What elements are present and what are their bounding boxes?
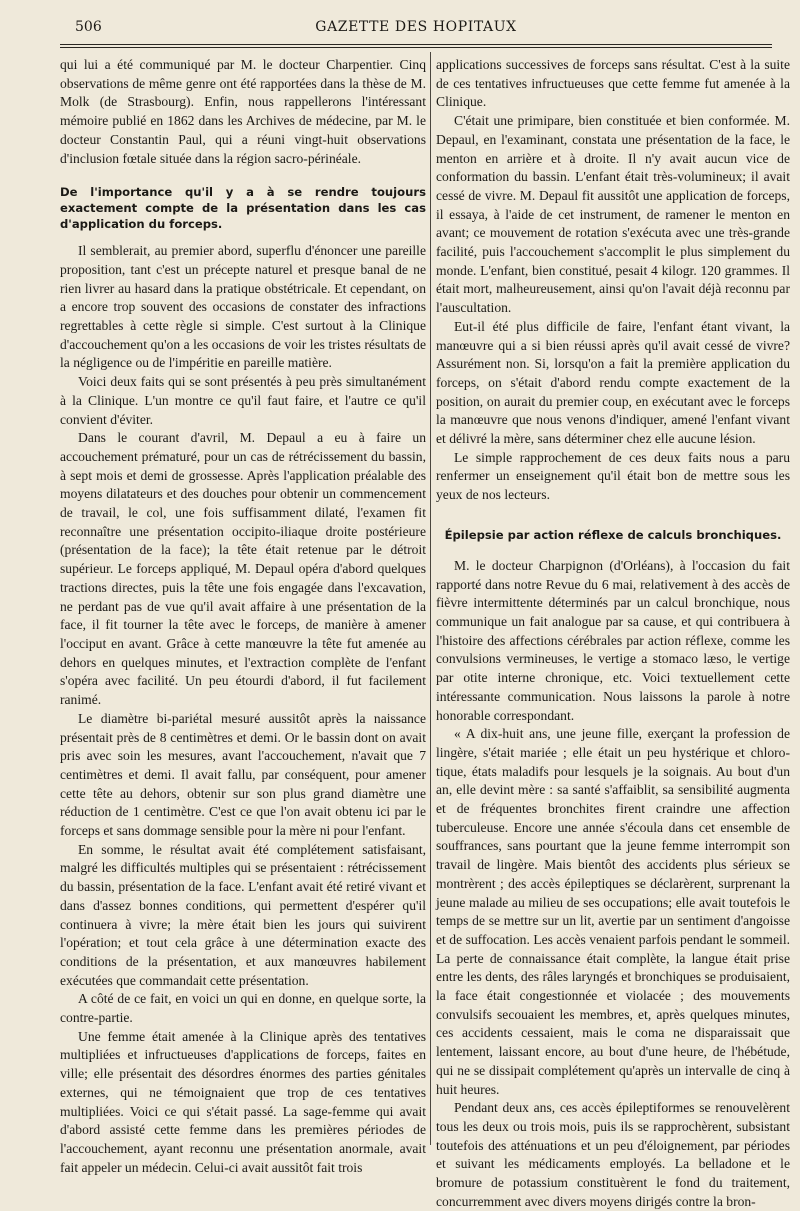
left-column (60, 56, 426, 1175)
paragraph: Pendant deux ans, ces accès épileptiformes se renouvelèrent tous les deux ou trois mois, puis ils se rapprochèrent, subsistant toutefois des atténuations et un peu d'éloignement, par périodes et suivant les médicaments employés. La belladone et le bromure de potassium constituèrent le fond du traitement, concurremment avec divers moyens dirigés contre la bron- (436, 1100, 790, 1209)
right-column (436, 56, 790, 1209)
continued-paragraph: applications successives de forceps sans résultat. C'est à la suite de ces tentatives infructueuses que cette femme fut amenée à la Clinique. (436, 57, 790, 110)
paragraph: Voici deux faits qui se sont présentés à peu près simultanément à la Clinique. L'un montre ce qu'il faut faire, et l'autre ce qu'il convient d'éviter. (60, 374, 426, 427)
page-header (60, 14, 772, 40)
journal-title: GAZETTE DES HOPITAUX (315, 19, 517, 35)
continued-paragraph: qui lui a été communiqué par M. le docteur Charpentier. Cinq observations de même genre ont été rapportées dans la thèse de M. Molk (de Strasbourg). Enfin, nous rappellerons l'intéressant mémoire publié en 1862 dans les Archives de médecine, par M. le docteur Constantin Paul, qui a réuni vingt-huit observations d'inclusion fœtale située dans la région sacro-périnéale. (60, 57, 426, 166)
section-heading-epilepsie: Épilepsie par action réflexe de calculs bronchiques. (444, 527, 782, 542)
header-rule (60, 44, 772, 45)
page-number: 506 (75, 19, 102, 35)
paragraph: Une femme était amenée à la Clinique après des tentatives multipliées et infructueuses d'applications de forceps, faites en ville; elle présentait des désordres énormes des parties génitales externes, qui ne témoignaient que trop de ces tentatives multipliées. Voici ce qui s'était passé. La sage-femme qui avait d'abord assisté cette femme dans les premières périodes de l'accouchement, ayant reconnu une présentation anormale, avait fait appeler un médecin. Celui-ci avait aussitôt fait trois (60, 1028, 426, 1175)
paragraph: Il semblerait, au premier abord, superflu d'énoncer une pareille proposition, tant c'est un précepte naturel et presque banal de ne rien livrer au hasard dans la pratique obstétricale. Et cependant, on a encore trop souvent des occasions de constater des infractions regrettables à cette règle si simple. C'est surtout à la Clinique d'accouchement qu'on a les occasions de voir les tristes résultats de la négligence ou de l'impéritie en pareille matière. (60, 243, 426, 371)
section-heading-forceps: De l'importance qu'il y a à se rendre toujours exactement compte de la présentation dans les cas d'application du forceps. (60, 185, 426, 232)
paragraph: Le simple rapprochement de ces deux faits nous a paru renfermer un enseignement qu'il était bon de mettre sous les yeux de nos lecteurs. (436, 449, 790, 503)
paragraph: M. le docteur Charpignon (d'Orléans), à l'occasion du fait rapporté dans notre Revue du 6 mai, relativement à des accès de fièvre intermittente déterminés par un calcul bronchique, nous communique un fait analogue par sa cause, et qui contribuera à l'histoire des affections cérébrales par action réflexe, comme les convulsions vermineuses, le vertige a stomaco læso, le vertige par otite interne chronique, etc. Voici textuellement cette intéressante communication. Nous laissons la parole à notre honorable correspondant. (436, 557, 790, 723)
paragraph: C'était une primipare, bien constituée et bien conformée. M. Depaul, en l'examinant, constata une présentation de la face, le menton en arrière et à droite. Il n'y avait aucun vice de conformation du bassin. L'enfant était très-volumineux; il avait cessé de vivre. M. Depaul fit aussitôt une application de forceps, il essaya, à l'aide de cet instrument, de ramener le menton en avant; ce mouvement de rotation s'exécuta avec une très-grande facilité, puis l'accouchement s'accomplit le plus simplement du monde. L'enfant, bien constitué, pesait 4 kilogr. 120 grammes. Il était mort, malheureusement, ainsi qu'on l'avait déjà reconnu par l'auscultation. (436, 113, 790, 316)
paragraph: Eut-il été plus difficile de faire, l'enfant étant vivant, la manœuvre qui a si bien réussi après qu'il avait cessé de vivre? Assurément non. Si, lorsqu'on a fait la première application du forceps, on s'était d'abord rendu compte exactement de la position, on aurait du premier coup, en exécutant avec le forceps la manœuvre que nous venons d'indiquer, amené l'enfant vivant et délivré la mère, sans déterminer chez elle aucune lésion. (436, 318, 790, 447)
paragraph: En somme, le résultat avait été complétement satisfaisant, malgré les difficultés multiples qui se présentaient : rétrécissement du bassin, présentation de la face. L'enfant avait été retiré vivant et dans d'assez bonnes conditions, qui permettent d'espérer qu'il continuera à vivre; la mère était bien les jours qui suivirent l'opération; et tout cela grâce à une détermination exacte des conditions de la présentation, et aux manœuvres habilement exécutées que commandait cette présentation. (60, 841, 426, 988)
column-divider (430, 52, 431, 1145)
paragraph: Le diamètre bi-pariétal mesuré aussitôt après la naissance présentait près de 8 centimètres et demi. Or le bassin dont on avait pris avec soin les mesures, avant l'accouchement, n'avait que 7 centimètres et demi. Il avait fallu, par conséquent, pour amener cette tête au dehors, obtenir sur son plus grand diamètre une réduction de 1 centimètre. C'est ce que l'on avait obtenu ici par le forceps et sans dommage sensible pour la mère ni pour l'enfant. (60, 710, 426, 839)
paragraph: Dans le courant d'avril, M. Depaul a eu à faire un accouchement prématuré, pour un cas de rétrécissement du bassin, à sept mois et demi de grossesse. Après l'application préalable des moyens dilatateurs et des douches pour obtenir un commencement de travail, le col, une fois suffisamment dilaté, l'examen fit reconnaître une présentation occipito-iliaque droite postérieure (présentation de la face); la tête était retenue par le détroit supérieur. Le forceps appliqué, M. Depaul opéra d'abord quelques tractions directes, puis la tête une fois engagée dans l'excavation, ne perdant pas de vue qu'il avait affaire à une présentation de la face, il fit tourner la tête avec le forceps, de manière à amener l'occiput en avant. Grâce à cette manœuvre la tête fut amenée au dehors en quelques minutes, et l'extraction complète de l'enfant s'opéra avec facilité. Un peu étourdi d'abord, il fut facilement ranimé. (60, 430, 426, 708)
header-rule-double (60, 47, 772, 48)
paragraph: A côté de ce fait, en voici un qui en donne, en quelque sorte, la contre-partie. (60, 991, 426, 1026)
paragraph: « A dix-huit ans, une jeune fille, exerçant la profession de lingère, s'était mariée ; elle était un peu hystérique et chloro-tique, états maladifs pour lesquels je la soignais. Au bout d'un an, elle devint mère : sa santé s'affaiblit, sa sensibilité augmenta et de fréquentes bronchites firent craindre une affection tuberculeuse. Encore une année s'écoula dans cet ensemble de souffrances, sans pourtant que la jeune femme interrompit son travail de lingère. Mais bientôt des accidents plus sérieux se montrèrent ; des accès épileptiques se déclarèrent, surprenant la jeune malade au milieu de ses occupations; elle avait toutefois le temps de se mettre sur un lit, avertie par un sentiment d'angoisse et de suffocation. Les accès venaient parfois pendant le sommeil. La perte de connaissance était complète, la langue était prise entre les dents, des râles laryngés et bronchiques se produisaient, la face était congestionnée et violacée ; des mouvements convulsifs secouaient les membres, et, après quelques minutes, ces accidents cessaient, mais le coma ne disparaissait que lentement, laissant encore, au bout d'une heure, de l'hébétude, qui ne se dissipait complétement qu'après un intervalle de cinq à huit heures. (436, 726, 790, 1097)
